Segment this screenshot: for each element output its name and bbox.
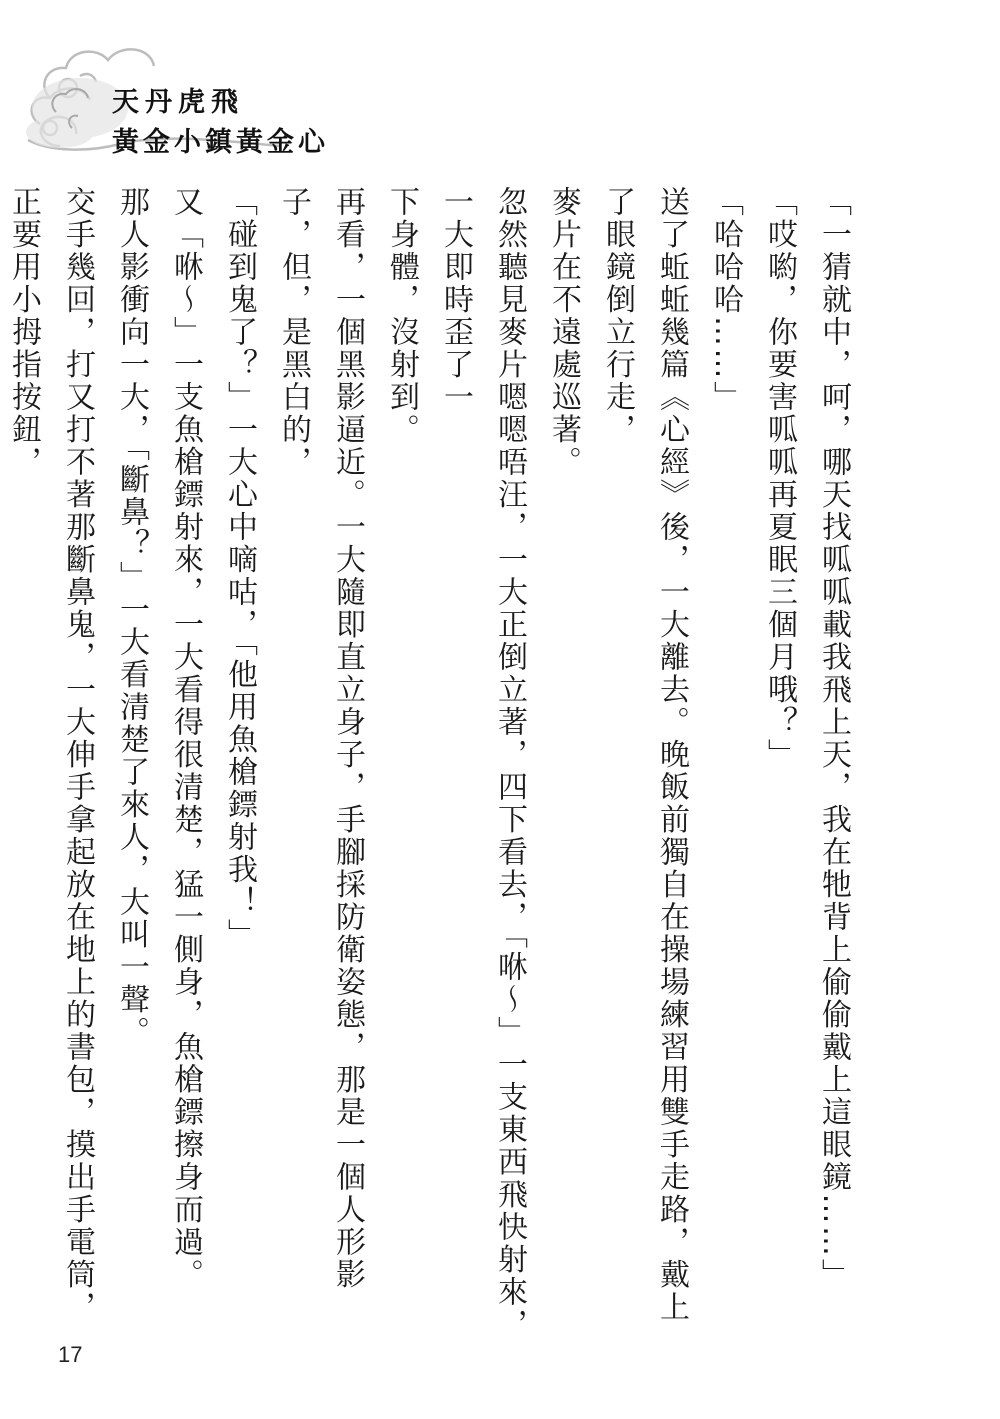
paragraph: 「碰到鬼了？」一大心中嘀咕，「他用魚槍鏢射我！」 (222, 186, 257, 951)
paragraph: 那人影衝向一大，「斷鼻？」一大看清楚了來人，大叫一聲。 (114, 186, 149, 1049)
page-number: 17 (58, 1342, 83, 1367)
running-header (20, 28, 329, 158)
paragraph: 「哎喲，你要害呱呱再夏眠三個月哦？」 (762, 186, 797, 771)
paragraph: 「一猜就中，呵，哪天找呱呱載我飛上天，我在牠背上偷偷戴上這眼鏡……」 (816, 186, 851, 1291)
paragraph: 忽然聽見麥片嗯嗯唔汪，一大正倒立著，四下看去，「咻～」一支東西飛快射來，一大即時歪了一 (438, 186, 527, 1341)
paragraph: 麥片在不遠處巡著。 (546, 186, 581, 479)
paragraph: 再看，一個黑影逼近。一大隨即直立身子，手腳採防衛姿態，那是一個人形影子，但，是黑白的， (276, 186, 365, 1291)
paragraph: 又「咻～」一支魚槍鏢射來，一大看得很清楚，猛一側身，魚槍鏢擦身而過。 (168, 186, 203, 1291)
story-text (6, 186, 860, 1346)
series-title: 天丹虎飛 (112, 87, 244, 118)
paragraph: 下身體，沒射到。 (384, 186, 419, 446)
paragraph: 「哈哈哈……」 (708, 186, 743, 414)
paragraph: 送了蚯蚯幾篇《心經》後，一大離去。晚飯前獨自在操場練習用雙手走路，戴上了眼鏡倒立行走， (600, 186, 689, 1324)
paragraph: 交手幾回，打又打不著那斷鼻鬼，一大伸手拿起放在地上的書包，摸出手電筒，正要用小拇指按鈕， (6, 186, 95, 1324)
book-title: 黃金小鎮黃金心 (112, 127, 329, 158)
